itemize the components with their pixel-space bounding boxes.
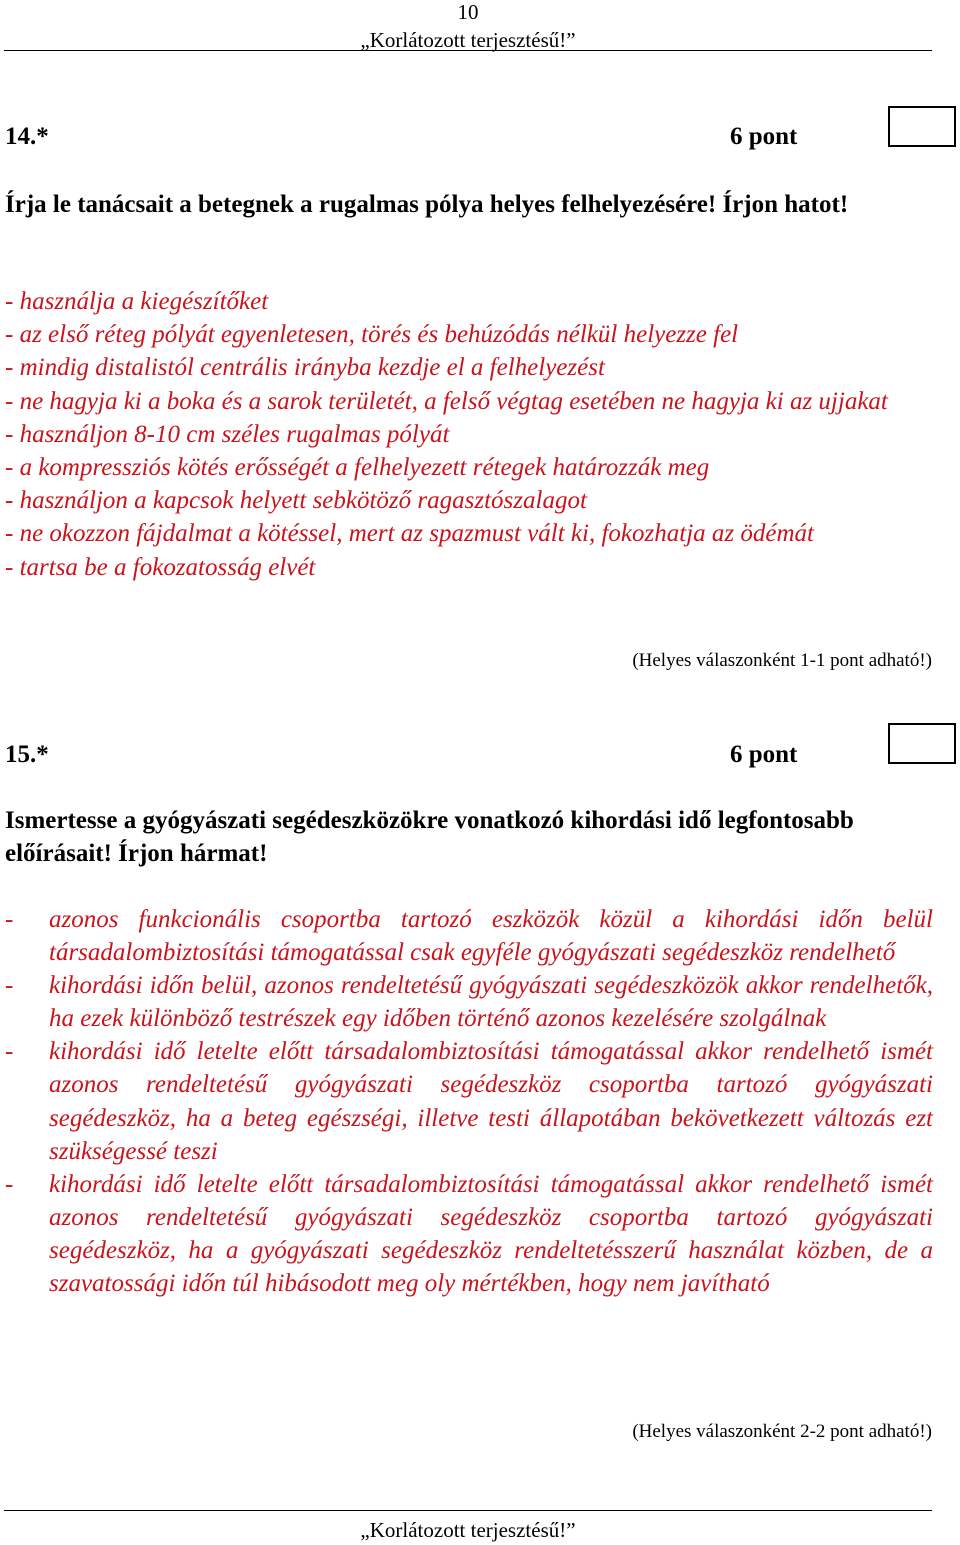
question-14-points: 6 pont — [730, 123, 798, 150]
answer-item: - tartsa be a fokozatosság elvét — [5, 553, 316, 581]
answer-item — [5, 903, 933, 969]
question-15-answer-list — [5, 903, 933, 1300]
answer-item: - mindig distalistól centrális irányba kezdje el a felhelyezést — [5, 354, 605, 382]
page-number: 10 — [457, 0, 479, 24]
footer-restricted-notice: „Korlátozott terjesztésű!” — [360, 1518, 576, 1542]
question-14-text: Írja le tanácsait a betegnek a rugalmas pólya helyes felhelyezésére! Írjon hatot! — [5, 191, 849, 218]
list-dash: - — [5, 1038, 14, 1066]
question-14-answer-list — [5, 285, 940, 584]
footer-rule — [4, 1510, 932, 1511]
list-dash: - — [5, 906, 14, 933]
question-15-number: 15.* — [5, 741, 49, 768]
answer-item: - használja a kiegészítőket — [5, 288, 269, 315]
question-15-text: Ismertesse a gyógyászati segédeszközökre vonatkozó kihordási idő legfontosabb előírásait! Írjon hármat! — [5, 807, 854, 867]
answer-item — [5, 1035, 933, 1167]
answer-text: kihordási időn belül, azonos rendeltetésű gyógyászati segédeszközök akkor rendelhetők, ha ezek különböző testrészek egy időben történő azonos kezelésére szolgálnak — [49, 972, 933, 1033]
question-14-number: 14.* — [5, 123, 49, 150]
answer-item: - az első réteg pólyát egyenletesen, törés és behúzódás nélkül helyezze fel — [5, 321, 739, 349]
answer-item — [5, 969, 933, 1035]
list-dash: - — [5, 972, 14, 1000]
answer-text: azonos funkcionális csoportba tartozó eszközök közül a kihordási időn belül társadalombiztosítási támogatással csak egyféle gyógyászati segédeszköz rendelhető — [49, 906, 933, 967]
answer-item: - ne hagyja ki a boka és a sarok területét, a felső végtag esetében ne hagyja ki az ujjakat — [5, 387, 888, 415]
question-14-scoring-note: (Helyes válaszonként 1-1 pont adható!) — [632, 650, 932, 671]
answer-item: - a kompressziós kötés erősségét a felhelyezett rétegek határozzák meg — [5, 454, 710, 482]
question-14-score-box[interactable] — [888, 106, 956, 147]
question-15-scoring-note: (Helyes válaszonként 2-2 pont adható!) — [632, 1421, 932, 1442]
question-15-score-box[interactable] — [888, 723, 956, 764]
list-dash: - — [5, 1170, 14, 1198]
header-restricted-notice: „Korlátozott terjesztésű!” — [360, 28, 576, 52]
header-rule — [4, 50, 932, 51]
answer-item: - használjon a kapcsok helyett sebkötöző ragasztószalagot — [5, 487, 587, 515]
answer-item: - használjon 8-10 cm széles rugalmas pólyát — [5, 420, 450, 448]
answer-text: kihordási idő letelte előtt társadalombiztosítási támogatással akkor rendelhető ismét azonos rendeltetésű gyógyászati segédeszköz csoportba tartozó gyógyászati segédeszköz, ha a gyógyászati segédeszköz rendeltetésszerű használat közben, de a szavatossági időn túl hibásodott meg oly mértékben, hogy nem javítható — [49, 1170, 933, 1298]
answer-item — [5, 1168, 933, 1300]
question-15-points: 6 pont — [730, 741, 798, 768]
answer-item: - ne okozzon fájdalmat a kötéssel, mert az spazmust vált ki, fokozhatja az ödémát — [5, 520, 814, 548]
answer-text: kihordási idő letelte előtt társadalombiztosítási támogatással akkor rendelhető ismét azonos rendeltetésű gyógyászati segédeszköz csoportba tartozó gyógyászati segédeszköz, ha a beteg egészségi, illetve testi állapotában bekövetkezett változás ezt szükségessé teszi — [49, 1038, 933, 1165]
